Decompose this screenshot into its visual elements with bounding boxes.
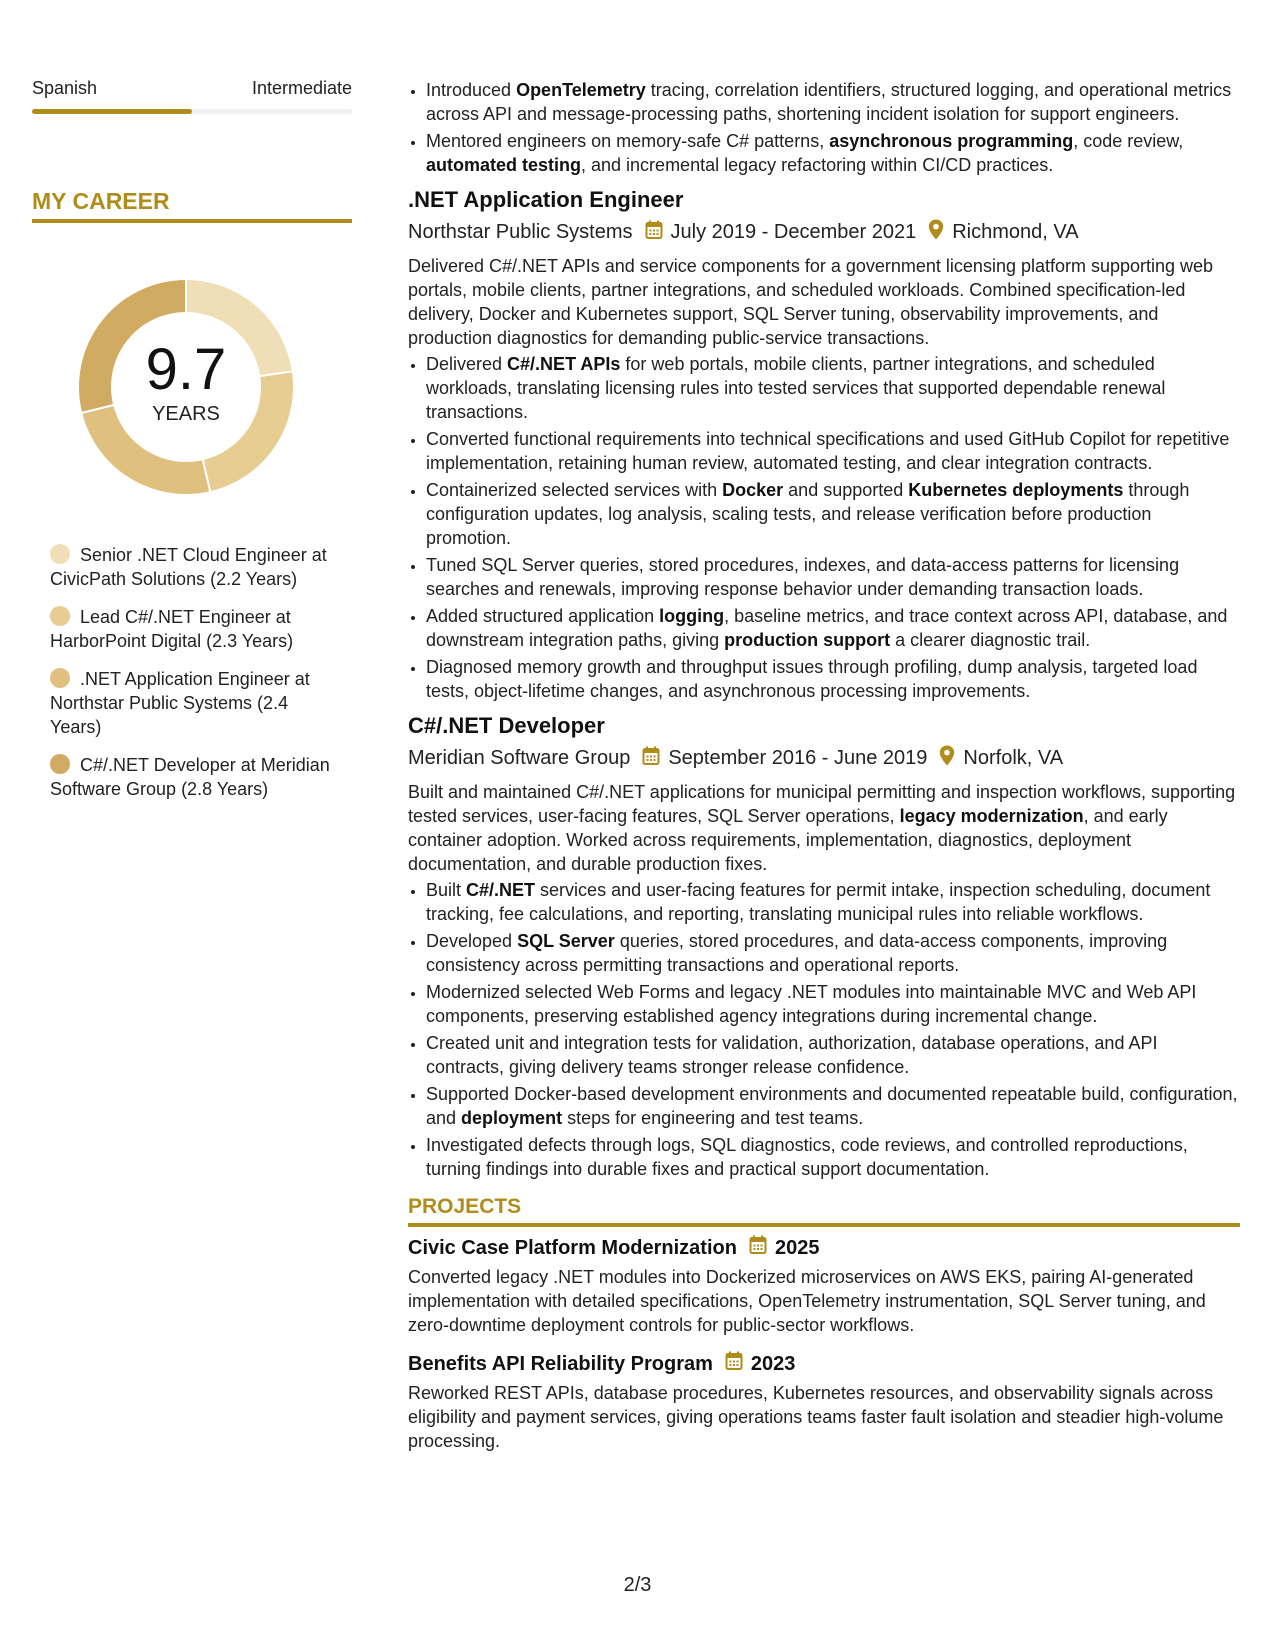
bullet-item: • Developed SQL Server queries, stored procedures, and data-access components, improving consistency across permitting transactions and operational reports.	[426, 929, 1240, 977]
job-location: Richmond, VA	[952, 221, 1079, 243]
project-year: 2025	[774, 1236, 820, 1259]
calendar-icon	[749, 1235, 767, 1261]
career-section-title: MY CAREER	[32, 188, 352, 223]
bullet-item: • Diagnosed memory growth and throughput issues through profiling, dump analysis, targeted load tests, object-lifetime changes, and asynchronous processing improvements.	[426, 655, 1240, 703]
bullet-item: • Delivered C#/.NET APIs for web portals, mobile clients, partner integrations, and scheduled workloads, translating licensing rules into tested services that supported dependable renewal transactions.	[426, 352, 1240, 424]
legend-label: Senior .NET Cloud Engineer at CivicPath Solutions (2.2 Years)	[50, 545, 327, 589]
left-column	[32, 78, 352, 815]
bullet-item: • Tuned SQL Server queries, stored procedures, indexes, and data-access patterns for licensing searches and renewals, improving response behavior under demanding transaction loads.	[426, 553, 1240, 601]
project-header	[408, 1351, 1240, 1377]
page-number: 2/3	[623, 1574, 652, 1596]
project-header	[408, 1235, 1240, 1261]
calendar-icon	[725, 1351, 743, 1377]
job-summary: Delivered C#/.NET APIs and service components for a government licensing platform supporting web portals, mobile clients, partner integrations, and scheduled workloads. Combined specification-led delivery, Docker and Kubernetes support, SQL Server tuning, observability improvements, and production diagnostics for demanding public-service transactions.	[408, 256, 1214, 348]
job-dates: July 2019 - December 2021	[670, 221, 917, 243]
bullet-item: • Built C#/.NET services and user-facing features for permit intake, inspection scheduling, document tracking, fee calculations, and reporting, translating municipal rules into reliable workflows.	[426, 878, 1240, 926]
projects-section-title: PROJECTS	[408, 1195, 1240, 1227]
job-dates: September 2016 - June 2019	[668, 747, 928, 769]
project-name: Benefits API Reliability Program	[408, 1352, 713, 1375]
project-entry	[408, 1351, 1240, 1453]
job-meta	[408, 219, 1240, 246]
language-name: Spanish	[32, 78, 98, 98]
bullet-item: • Supported Docker-based development environments and documented repeatable build, configuration, and deployment steps for engineering and test teams.	[426, 1082, 1240, 1130]
calendar-icon	[642, 746, 660, 772]
project-description: Reworked REST APIs, database procedures, Kubernetes resources, and observability signals across eligibility and payment services, giving operations teams faster fault isolation and steadier high-volume processing.	[408, 1383, 1224, 1451]
legend-label: C#/.NET Developer at Meridian Software Group (2.8 Years)	[50, 755, 330, 799]
legend-item	[50, 605, 330, 653]
bullet-item: • Containerized selected services with Docker and supported Kubernetes deployments through configuration updates, log analysis, scaling tests, and release verification before production promotion.	[426, 478, 1240, 550]
previous-job-bullets	[408, 78, 1240, 177]
project-name: Civic Case Platform Modernization	[408, 1236, 737, 1259]
legend-label: Lead C#/.NET Engineer at HarborPoint Digital (2.3 Years)	[50, 607, 294, 651]
location-pin-icon	[939, 745, 955, 772]
legend-item	[50, 543, 330, 591]
job-bullets	[408, 878, 1240, 1181]
job-location: Norfolk, VA	[963, 747, 1064, 769]
job-title: .NET Application Engineer	[408, 187, 684, 212]
bullet-item: • Investigated defects through logs, SQL diagnostics, code reviews, and controlled reproductions, turning findings into durable fixes and practical support documentation.	[426, 1133, 1240, 1181]
calendar-icon	[645, 220, 663, 246]
career-legend	[32, 543, 330, 801]
language-level: Intermediate	[251, 78, 352, 98]
bullet-item: • Converted functional requirements into technical specifications and used GitHub Copilot for repetitive implementation, retaining human review, automated testing, and clear integration contracts.	[426, 427, 1240, 475]
right-column	[408, 78, 1240, 1467]
language-skill	[32, 78, 352, 114]
job-company: Meridian Software Group	[408, 747, 631, 769]
bullet-item: • Created unit and integration tests for validation, authorization, database operations, and API contracts, giving delivery teams stronger release confidence.	[426, 1031, 1240, 1079]
career-donut-chart	[66, 267, 306, 507]
bullet-item: • Introduced OpenTelemetry tracing, correlation identifiers, structured logging, and operational metrics across API and message-processing paths, shortening incident isolation for support engineers.	[426, 78, 1240, 126]
legend-dot	[50, 606, 70, 626]
project-year: 2023	[750, 1352, 796, 1375]
career-total-years: 9.7	[145, 336, 227, 402]
project-entry	[408, 1235, 1240, 1337]
language-proficiency-track	[32, 109, 352, 114]
legend-item	[50, 753, 330, 801]
bullet-item: • Mentored engineers on memory-safe C# patterns, asynchronous programming, code review, automated testing, and incremental legacy refactoring within CI/CD practices.	[426, 129, 1240, 177]
job-entry	[408, 187, 1240, 703]
job-summary: Built and maintained C#/.NET applications for municipal permitting and inspection workflows, supporting tested services, user-facing features, SQL Server operations, legacy modernization, and early container adoption. Worked across requirements, implementation, diagnostics, deployment documentation, and durable production fixes.	[408, 782, 1236, 874]
language-proficiency-fill	[32, 109, 192, 114]
bullet-item: • Modernized selected Web Forms and legacy .NET modules into maintainable MVC and Web API components, preserving established agency integrations during incremental change.	[426, 980, 1240, 1028]
legend-dot	[50, 754, 70, 774]
legend-dot	[50, 544, 70, 564]
career-total-unit: YEARS	[152, 402, 220, 425]
project-description: Converted legacy .NET modules into Dockerized microservices on AWS EKS, pairing AI-generated implementation with detailed specifications, OpenTelemetry instrumentation, SQL Server tuning, and zero-downtime deployment controls for public-sector workflows.	[408, 1267, 1206, 1335]
job-entry	[408, 713, 1240, 1181]
location-pin-icon	[928, 219, 944, 246]
legend-label: .NET Application Engineer at Northstar Public Systems (2.4 Years)	[50, 669, 310, 737]
legend-dot	[50, 668, 70, 688]
bullet-item: • Added structured application logging, baseline metrics, and trace context across API, database, and downstream integration paths, giving production support a clearer diagnostic trail.	[426, 604, 1240, 652]
job-company: Northstar Public Systems	[408, 221, 633, 243]
job-bullets	[408, 352, 1240, 703]
job-meta	[408, 745, 1240, 772]
legend-item	[50, 667, 330, 739]
job-title: C#/.NET Developer	[408, 713, 605, 738]
